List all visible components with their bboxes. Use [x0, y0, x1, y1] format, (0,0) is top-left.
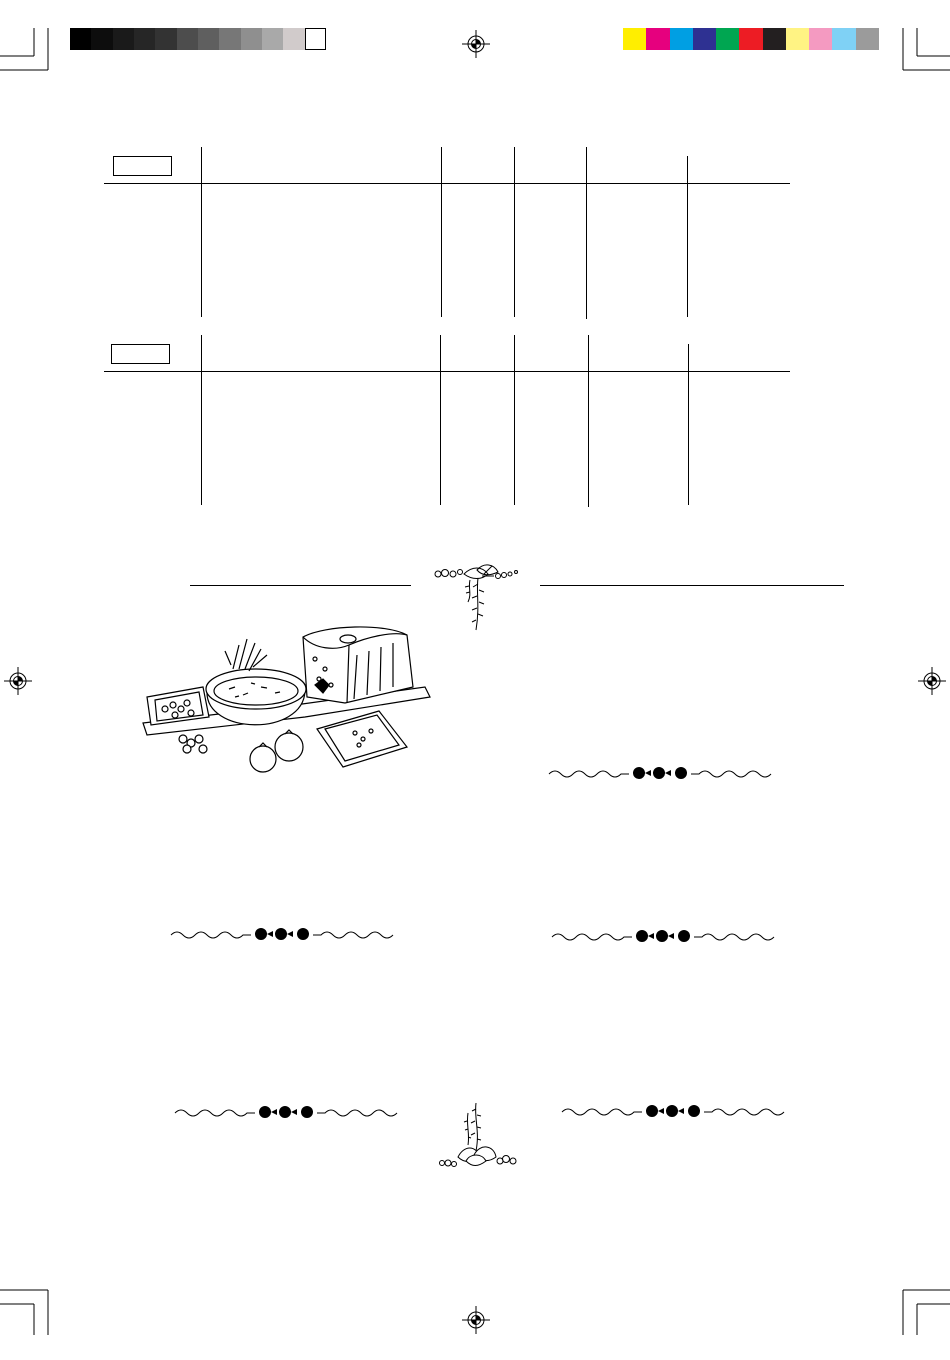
table-2-col-divider [588, 335, 589, 507]
floral-sprig-icon [438, 1101, 522, 1173]
crosshair-registration-icon [917, 666, 947, 696]
leaf-swirl-divider-icon [175, 1105, 397, 1119]
section-rule-right [540, 585, 844, 586]
leaf-swirl-divider-icon [552, 929, 774, 943]
leaf-swirl-divider-icon [562, 1104, 784, 1118]
table-2-label-box [111, 344, 170, 364]
table-1-label-box [113, 156, 172, 176]
crosshair-registration-icon [461, 29, 491, 59]
table-1-col-divider [201, 147, 202, 317]
section-rule-left [190, 585, 411, 586]
table-1-col-divider [586, 147, 587, 319]
crosshair-registration-icon [3, 666, 33, 696]
soup-bread-illustration [135, 625, 445, 775]
table-2-col-divider [514, 335, 515, 505]
leaf-swirl-divider-icon [549, 766, 771, 780]
table-2-col-divider [440, 335, 441, 505]
floral-sprig-icon [432, 562, 532, 632]
table-1-col-divider [441, 147, 442, 317]
leaf-swirl-divider-icon [171, 927, 393, 941]
table-1-col-divider [514, 147, 515, 317]
table-1-col-divider [687, 156, 688, 317]
crosshair-registration-icon [461, 1305, 491, 1335]
table-2-col-divider [201, 335, 202, 505]
table-2-col-divider [688, 344, 689, 505]
